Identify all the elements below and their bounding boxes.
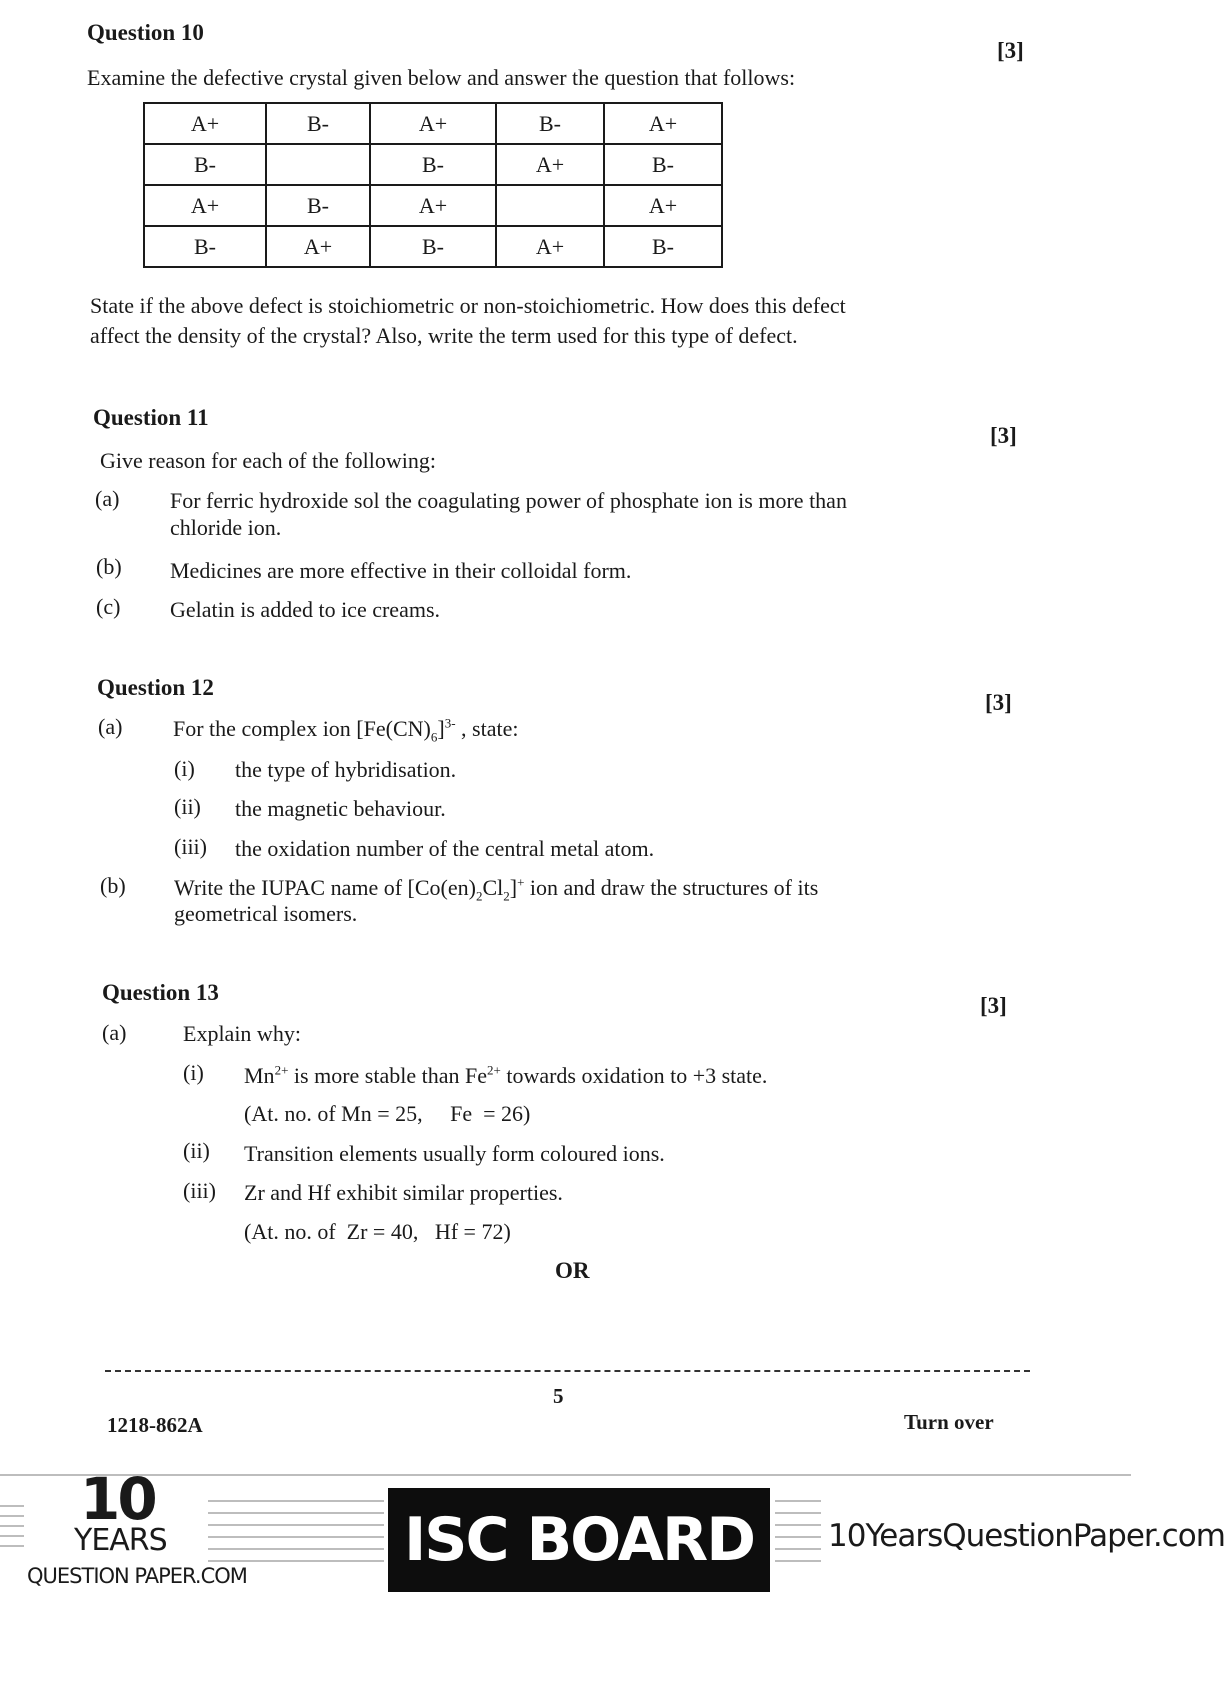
question-10-heading: Question 10 [87, 20, 204, 45]
logo-site: QUESTION PAPER.COM [27, 1564, 247, 1588]
crystal-cell: B- [144, 226, 266, 267]
crystal-cell: B- [604, 144, 722, 185]
crystal-cell: A+ [370, 185, 496, 226]
subpart-label-iii: (iii) [174, 834, 207, 859]
logo-years: YEARS [74, 1523, 167, 1558]
crystal-cell: B- [496, 103, 604, 144]
question-13-a-text: Explain why: [183, 1021, 301, 1046]
logo-number: 10 [80, 1465, 155, 1533]
or-separator: OR [555, 1258, 590, 1283]
question-10-intro: Examine the defective crystal given below and answer the question that follows: [87, 65, 796, 90]
subpart-label-ii: (ii) [183, 1138, 210, 1163]
crystal-cell: B- [266, 185, 370, 226]
crystal-cell: A+ [496, 226, 604, 267]
crystal-cell: B- [604, 226, 722, 267]
crystal-cell: A+ [496, 144, 604, 185]
crystal-cell: A+ [266, 226, 370, 267]
footer-divider [105, 1370, 1030, 1372]
question-11-a-line2: chloride ion. [170, 515, 282, 540]
subpart-label-iii: (iii) [183, 1178, 216, 1203]
question-11-a-line1: For ferric hydroxide sol the coagulating power of phosphate ion is more than [170, 488, 847, 513]
crystal-cell-vacancy [266, 144, 370, 185]
question-13-ii-text: Transition elements usually form coloured ions. [244, 1141, 665, 1166]
crystal-row [144, 226, 722, 267]
question-12-heading: Question 12 [97, 675, 214, 700]
crystal-cell: B- [370, 144, 496, 185]
question-12-b-line1: Write the IUPAC name of $[Co(en)_2Cl_2]^+$ ion and draw the structures of its [174, 874, 819, 904]
question-13-marks: [3] [980, 993, 1007, 1018]
question-12-marks: [3] [985, 690, 1012, 715]
crystal-cell: A+ [604, 185, 722, 226]
question-10-marks: [3] [997, 38, 1024, 63]
turn-over: Turn over [904, 1410, 994, 1434]
subpart-label-ii: (ii) [174, 794, 201, 819]
question-11-marks: [3] [990, 423, 1017, 448]
subpart-label-i: (i) [174, 756, 195, 781]
question-11-heading: Question 11 [93, 405, 209, 430]
question-12-iii-text: the oxidation number of the central metal atom. [235, 836, 655, 861]
crystal-cell: B- [370, 226, 496, 267]
question-13-iii-text: Zr and Hf exhibit similar properties. [244, 1180, 563, 1205]
question-12-a-text: For the complex ion $[Fe(CN)_6]^{3-}$ , state: [173, 715, 519, 745]
question-13-i-text: $Mn^{2+}$ is more stable than $Fe^{2+}$ towards oxidation to +3 state. [244, 1062, 768, 1088]
part-label-a: (a) [102, 1020, 127, 1045]
part-label-c: (c) [96, 594, 121, 619]
crystal-cell: A+ [370, 103, 496, 144]
defective-crystal-grid [143, 102, 723, 268]
part-label-a: (a) [95, 486, 120, 511]
subpart-label-i: (i) [183, 1060, 204, 1085]
question-12-b-line2: geometrical isomers. [174, 901, 358, 926]
question-10-text-line2: affect the density of the crystal? Also, write the term used for this type of defect. [90, 323, 798, 348]
crystal-cell: B- [266, 103, 370, 144]
question-13-i-note: (At. no. of Mn = 25, Fe = 26) [244, 1101, 531, 1126]
question-13-heading: Question 13 [102, 980, 219, 1005]
part-label-b: (b) [100, 873, 126, 898]
website-link[interactable]: 10YearsQuestionPaper.com [828, 1518, 1225, 1554]
part-label-a: (a) [98, 714, 123, 739]
question-11-intro: Give reason for each of the following: [100, 448, 436, 473]
question-12-ii-text: the magnetic behaviour. [235, 796, 446, 821]
question-11-b-text: Medicines are more effective in their colloidal form. [170, 558, 632, 583]
part-label-b: (b) [96, 554, 122, 579]
crystal-cell: A+ [144, 103, 266, 144]
question-10-text-line1: State if the above defect is stoichiometric or non-stoichiometric. How does this defect [90, 293, 846, 318]
crystal-cell: B- [144, 144, 266, 185]
paper-code: 1218-862A [107, 1413, 203, 1437]
question-11-c-text: Gelatin is added to ice creams. [170, 597, 441, 622]
question-13-iii-note: (At. no. of Zr = 40, Hf = 72) [244, 1219, 511, 1244]
question-12-i-text: the type of hybridisation. [235, 757, 457, 782]
crystal-row [144, 144, 722, 185]
banner-top-rule [0, 1474, 1131, 1476]
page-number: 5 [553, 1384, 564, 1408]
crystal-cell-vacancy [496, 185, 604, 226]
crystal-cell: A+ [144, 185, 266, 226]
crystal-cell: A+ [604, 103, 722, 144]
crystal-row [144, 185, 722, 226]
crystal-row [144, 103, 722, 144]
board-title-banner: ISC BOARD XII [388, 1488, 770, 1592]
